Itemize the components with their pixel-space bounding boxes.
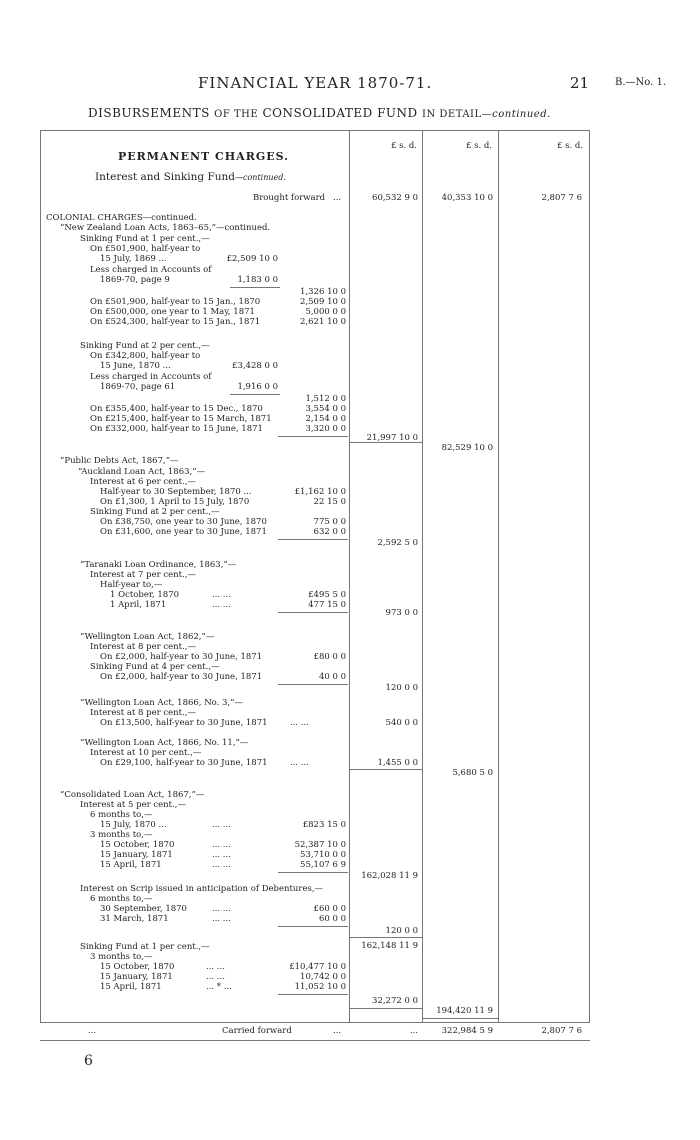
page-title: FINANCIAL YEAR 1870-71.: [198, 74, 433, 92]
taranaki-interest: Interest at 7 per cent.,—: [90, 570, 196, 580]
consolidated-interest-rule: [278, 872, 348, 873]
subtitle-main: DISBURSEMENTS: [88, 106, 210, 120]
consolidated-sf-row-3-amount: 11,052 10 0: [294, 982, 346, 992]
column-header-2: £ s. d.: [465, 141, 492, 151]
consolidated-sf-rule: [278, 994, 348, 995]
sf2-line1: On £342,800, half-year to: [90, 351, 201, 361]
sf1-title: Sinking Fund at 1 per cent.,—: [80, 234, 210, 244]
sf2-row-1-amount: 3,554 0 0: [305, 404, 346, 414]
scrip-row-1: 30 September, 1870: [100, 904, 187, 914]
taranaki-total: 973 0 0: [385, 608, 418, 618]
page-subtitle: [88, 106, 551, 120]
column-divider-1: [349, 130, 350, 1023]
sf1-row-2: On £500,000, one year to 1 May, 1871: [90, 307, 255, 317]
sf2-less2-amount: 1,916 0 0: [237, 382, 278, 392]
brought-forward-dots: ...: [333, 193, 342, 203]
auckland-total-rule: [278, 539, 348, 540]
carried-forward-rule: [40, 1040, 590, 1041]
consolidated-row-apr-dots: ... ...: [212, 860, 231, 870]
consolidated-row-oct-amount: 52,387 10 0: [294, 840, 346, 850]
subtitle-of: OF THE: [214, 109, 259, 120]
scrip-row-1-dots: ... ...: [212, 904, 231, 914]
scrip-total: 120 0 0: [385, 926, 418, 936]
consolidated-row-jan: 15 January, 1871: [100, 850, 173, 860]
sf1-less1: Less charged in Accounts of: [90, 265, 212, 275]
sf1-less2: 1869-70, page 9: [100, 275, 170, 285]
taranaki-row-2-amount: 477 15 0: [308, 600, 346, 610]
consolidated-sf-row-2-dots: ... ...: [206, 972, 225, 982]
scrip-six-months: 6 months to,—: [90, 894, 153, 904]
consolidated-col1-rule: [350, 1008, 422, 1009]
consolidated-col2-total: 194,420 11 9: [436, 1006, 493, 1016]
wellington62-sf-title: Sinking Fund at 4 per cent.,—: [90, 662, 220, 672]
section-subtitle-cont: —continued.: [235, 173, 286, 182]
scrip-total-rule: [278, 926, 348, 927]
brought-forward-label: Brought forward: [253, 193, 326, 203]
scrip-row-2-amount: 60 0 0: [318, 914, 346, 924]
consolidated-row-jan-amount: 53,710 0 0: [300, 850, 346, 860]
auckland-total: 2,592 5 0: [377, 538, 418, 548]
scrip-row-1-amount: £60 0 0: [313, 904, 346, 914]
taranaki-row-2: 1 April, 1871: [110, 600, 167, 610]
table-left-border: [40, 130, 41, 1023]
consolidated-july-amount: £823 15 0: [302, 820, 346, 830]
section-subtitle: [95, 171, 286, 183]
sf1-row-2-amount: 5,000 0 0: [305, 307, 346, 317]
auckland-sf-row-1-amount: 775 0 0: [313, 517, 346, 527]
wellington66-11-interest: Interest at 10 per cent.,—: [90, 748, 202, 758]
sf2-row-3-amount: 3,320 0 0: [305, 424, 346, 434]
sf1-row-1: On £501,900, half-year to 15 Jan., 1870: [90, 297, 261, 307]
auckland-sf-title: Sinking Fund at 2 per cent.,—: [90, 507, 220, 517]
colonial-heading: COLONIAL CHARGES—continued.: [46, 213, 197, 223]
colonial-subtotal-col1: 21,997 10 0: [366, 433, 418, 443]
wellington66-11-row: On £29,100, half-year to 30 June, 1871: [100, 758, 268, 768]
consolidated-july-dots: ... ...: [212, 820, 231, 830]
sf1-row-1-amount: 2,509 10 0: [300, 297, 346, 307]
sf2-net: 1,512 0 0: [305, 394, 346, 404]
colonial-subtotal-col2: 82,529 10 0: [441, 443, 493, 453]
subtitle-continued: —continued.: [481, 109, 551, 120]
sf1-line1: On £501,900, half-year to: [90, 244, 201, 254]
brought-forward-col1: 60,532 9 0: [372, 193, 418, 203]
auckland-row-1: Half-year to 30 September, 1870 ...: [100, 487, 252, 497]
sf1-line2: 15 July, 1869 ...: [100, 254, 167, 264]
consolidated-sf-row-2-amount: 10,742 0 0: [300, 972, 346, 982]
taranaki-row-1-dots: ... ...: [212, 590, 231, 600]
sf2-row-2: On £215,400, half-year to 15 March, 1871: [90, 414, 272, 424]
wellington66-3-title: “Wellington Loan Act, 1866, No. 3,”—: [80, 698, 243, 708]
consolidated-interest: Interest at 5 per cent.,—: [80, 800, 186, 810]
auckland-row-2: On £1,300, 1 April to 15 July, 1870: [100, 497, 250, 507]
wellington66-3-total: 540 0 0: [385, 718, 418, 728]
wellington62-title: “Wellington Loan Act, 1862,”—: [80, 632, 215, 642]
consolidated-sf-title: Sinking Fund at 1 per cent.,—: [80, 942, 210, 952]
auckland-row-2-amount: 22 15 0: [313, 497, 346, 507]
brought-forward-col2: 40,353 10 0: [441, 193, 493, 203]
consolidated-interest-total: 162,028 11 9: [361, 871, 418, 881]
auckland-title: “Auckland Loan Act, 1863,”—: [78, 467, 206, 477]
consolidated-three-months: 3 months to,—: [90, 830, 153, 840]
consolidated-sf-row-1-amount: £10,477 10 0: [289, 962, 346, 972]
wellington62-row-1: On £2,000, half-year to 30 June, 1871: [100, 652, 263, 662]
auckland-interest: Interest at 6 per cent.,—: [90, 477, 196, 487]
sf1-net: 1,326 10 0: [300, 287, 346, 297]
wellington66-11-title: “Wellington Loan Act, 1866, No. 11,”—: [80, 738, 249, 748]
carried-forward-col1: ...: [409, 1026, 418, 1036]
wellington66-3-interest: Interest at 8 per cent.,—: [90, 708, 196, 718]
column-header-1: £ s. d.: [390, 141, 417, 151]
scrip-row-2-dots: ... ...: [212, 914, 231, 924]
taranaki-row-1-amount: £495 5 0: [308, 590, 346, 600]
column-divider-3: [498, 130, 499, 1023]
page-number: 21: [570, 74, 590, 92]
auckland-sf-row-1: On £38,750, one year to 30 June, 1870: [100, 517, 267, 527]
consolidated-sf-three-months: 3 months to,—: [90, 952, 153, 962]
wellington62-row-1-amount: £80 0 0: [313, 652, 346, 662]
wellington62-interest: Interest at 8 per cent.,—: [90, 642, 196, 652]
wellington62-total-rule: [278, 684, 348, 685]
interest-grand-rule: [350, 937, 422, 938]
wellington62-row-2: On £2,000, half-year to 30 June, 1871: [100, 672, 263, 682]
auckland-row-1-amount: £1,162 10 0: [294, 487, 346, 497]
carried-forward-dots-mid: ...: [333, 1026, 342, 1036]
consolidated-july-row: 15 July, 1870 ...: [100, 820, 167, 830]
wellington66-3-row: On £13,500, half-year to 30 June, 1871: [100, 718, 268, 728]
consolidated-row-apr: 15 April, 1871: [100, 860, 162, 870]
public-debts-heading: “Public Debts Act, 1867,”—: [60, 456, 179, 466]
brought-forward-col3: 2,807 7 6: [541, 193, 582, 203]
consolidated-row-jan-dots: ... ...: [212, 850, 231, 860]
consolidated-sf-row-1-dots: ... ...: [206, 962, 225, 972]
public-debts-col1-rule: [350, 769, 422, 770]
taranaki-total-rule: [278, 612, 348, 613]
consolidated-sf-row-2: 15 January, 1871: [100, 972, 173, 982]
consolidated-sf-row-1: 15 October, 1870: [100, 962, 175, 972]
consolidated-row-apr-amount: 55,107 6 9: [300, 860, 346, 870]
carried-forward-label: Carried forward: [222, 1026, 292, 1036]
document-reference: B.—No. 1.: [615, 77, 667, 88]
sf1-less2-amount: 1,183 0 0: [237, 275, 278, 285]
wellington66-11-total: 1,455 0 0: [377, 758, 418, 768]
taranaki-row-1: 1 October, 1870: [110, 590, 180, 600]
sf2-row-2-amount: 2,154 0 0: [305, 414, 346, 424]
taranaki-title: “Taranaki Loan Ordinance, 1863,”—: [80, 560, 237, 570]
consolidated-sf-row-3-dots: ... * ...: [206, 982, 232, 992]
section-title: PERMANENT CHARGES.: [118, 150, 290, 163]
table-right-border: [589, 130, 590, 1023]
consolidated-sf-row-3: 15 April, 1871: [100, 982, 162, 992]
wellington66-11-dots: ... ...: [290, 758, 309, 768]
consolidated-interest-grand: 162,148 11 9: [361, 941, 418, 951]
table-top-rule: [40, 130, 590, 131]
sf2-line2-amount: £3,428 0 0: [232, 361, 278, 371]
section-subtitle-text: Interest and Sinking Fund: [95, 171, 235, 183]
sf2-less2: 1869-70, page 61: [100, 382, 176, 392]
public-debts-total-col2: 5,680 5 0: [452, 768, 493, 778]
carried-forward-col2: 322,984 5 9: [441, 1026, 493, 1036]
auckland-sf-row-2: On £31,600, one year to 30 June, 1871: [100, 527, 267, 537]
carried-forward-col3: 2,807 7 6: [541, 1026, 582, 1036]
column-header-3: £ s. d.: [556, 141, 583, 151]
signature-mark: 6: [84, 1053, 93, 1069]
table-bottom-rule: [40, 1022, 590, 1023]
auckland-sf-row-2-amount: 632 0 0: [313, 527, 346, 537]
consolidated-sf-total: 32,272 0 0: [372, 996, 418, 1006]
column-divider-2: [422, 130, 423, 1023]
consolidated-row-oct-dots: ... ...: [212, 840, 231, 850]
nz-loan-acts-heading: “New Zealand Loan Acts, 1863–65,”—continued.: [60, 223, 271, 233]
sf1-line2-amount: £2,509 10 0: [226, 254, 278, 264]
consolidated-col2-rule: [422, 1018, 498, 1019]
scrip-title: Interest on Scrip issued in anticipation of Debentures,—: [80, 884, 324, 894]
sf1-row-3-amount: 2,621 10 0: [300, 317, 346, 327]
colonial-col1-rule: [350, 442, 422, 443]
sf2-row-3: On £332,000, half-year to 15 June, 1871: [90, 424, 263, 434]
scrip-row-2: 31 March, 1871: [100, 914, 169, 924]
taranaki-row-2-dots: ... ...: [212, 600, 231, 610]
consolidated-six-months: 6 months to,—: [90, 810, 153, 820]
sf2-title: Sinking Fund at 2 per cent.,—: [80, 341, 210, 351]
subtitle-in: IN DETAIL: [422, 109, 482, 120]
taranaki-half-year: Half-year to,—: [100, 580, 163, 590]
wellington66-3-dots: ... ...: [290, 718, 309, 728]
consolidated-row-oct: 15 October, 1870: [100, 840, 175, 850]
wellington62-total: 120 0 0: [385, 683, 418, 693]
subtitle-fund: CONSOLIDATED FUND: [262, 106, 418, 120]
wellington62-row-2-amount: 40 0 0: [318, 672, 346, 682]
sf2-less1: Less charged in Accounts of: [90, 372, 212, 382]
sf2-row-1: On £355,400, half-year to 15 Dec., 1870: [90, 404, 263, 414]
carried-forward-dots-left: ...: [88, 1026, 97, 1036]
sf2-line2: 15 June, 1870 ...: [100, 361, 171, 371]
sf1-row-3: On £524,300, half-year to 15 Jan., 1871: [90, 317, 261, 327]
colonial-total-rule: [278, 436, 348, 437]
consolidated-heading: “Consolidated Loan Act, 1867,”—: [60, 790, 205, 800]
